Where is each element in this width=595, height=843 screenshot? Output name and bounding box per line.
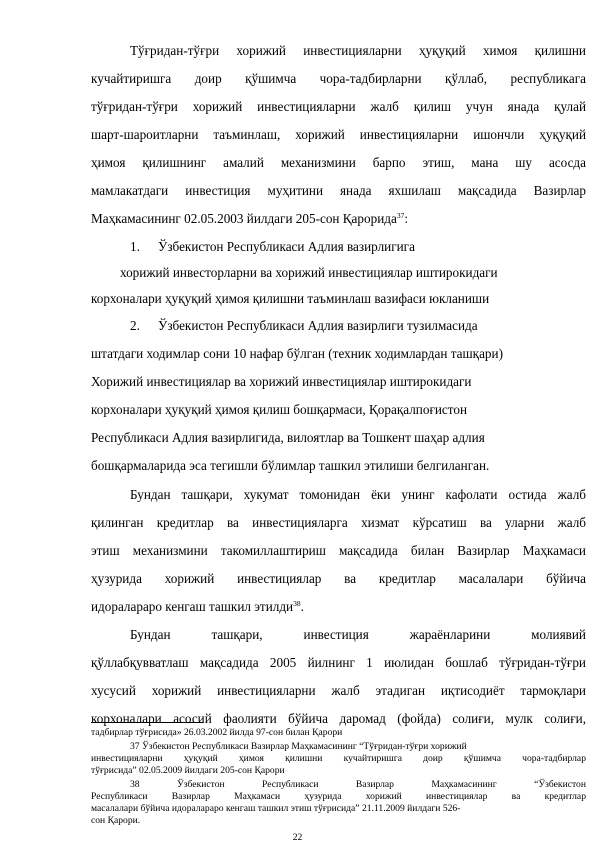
list-item-1-line-3: корхоналари ҳуқуқий ҳимоя қилишни таъминлаш вазифаси юкланиши (91, 291, 490, 306)
footnote-37-line-2: инвестицияларни ҳуқуқий ҳимоя қилишни кучайтиришга доир қўшимча чора-тадбирлар (91, 753, 586, 764)
footnote-38-line-3: масалалари бўйича идоралараро кенгаш ташкил этиш тўғрисида” 21.11.2009 йилдаги 526- (91, 803, 461, 814)
paragraph-1-line-2: кучайтиришга доир қўшимча чора-тадбирларни қўллаб, республикага (91, 71, 586, 86)
list-item-2-line-5: Республикаси Адлия вазирлигида, вилоятлар ва Тошкент шаҳар адлия (91, 430, 485, 445)
paragraph-3-line-3: этиш механизмини такомиллаштириш мақсадида билан Вазирлар Маҳкамаси (91, 543, 586, 558)
paragraph-1-line-5: ҳимоя қилишнинг амалий механизмини барпо этиш, мана шу асосда (91, 155, 586, 170)
list-item-1-line-2: хорижий инвесторларни ва хорижий инвестициялар иштирокидаги (120, 265, 498, 280)
paragraph-4-line-2: қўллабқувватлаш мақсадида 2005 йилнинг 1 июлидан бошлаб тўғридан-тўғри (91, 655, 586, 670)
page-number: 22 (292, 832, 303, 843)
paragraph-3-last-text: идоралараро кенгаш ташкил этилди (91, 599, 294, 614)
paragraph-3-line-2: қилинган кредитлар ва инвестицияларга хизмат кўрсатиш ва уларни жалб (91, 515, 586, 530)
footnote-ref-37[interactable]: 37 (396, 211, 405, 220)
paragraph-1-line-1: Тўғридан-тўғри хорижий инвестицияларни ҳуқуқий химоя қилишни (130, 43, 586, 58)
list-item-1-line-1: Ўзбекистон Республикаси Адлия вазирлигига (158, 239, 415, 254)
list-item-1-number: 1. (130, 239, 140, 254)
paragraph-1-line-7 (91, 211, 586, 227)
paragraph-1-line-4: шарт-шароитларни таъминлаш, хорижий инвестицияларни ишончли ҳуқуқий (91, 127, 586, 142)
paragraph-1-end: : (404, 211, 408, 226)
list-item-2-line-4: корхоналари ҳуқуқий ҳимоя қилиш бошқармаси, Қорақалпоғистон (91, 402, 468, 417)
paragraph-1-line-3: тўғридан-тўғри хорижий инвестицияларни жалб қилиш учун янада қулай (91, 99, 586, 114)
paragraph-3-line-1: Бундан ташқари, хукумат томонидан ёки унинг кафолати остида жалб (130, 487, 586, 502)
paragraph-4-line-1: Бундан ташқари, инвестиция жараёнларини молиявий (130, 627, 586, 642)
list-item-2-line-2: штатдаги ходимлар сони 10 нафар бўлган (техник ходимлардан ташқари) (91, 346, 503, 361)
list-item-2-line-3: Хорижий инвестициялар ва хорижий инвестициялар иштирокидаги (91, 374, 472, 389)
list-item-2-line-1: Ўзбекистон Республикаси Адлия вазирлиги тузилмасида (158, 318, 478, 333)
paragraph-4-line-3: хусусий хорижий инвестицияларни жалб этадиган иқтисодиёт тармоқлари (91, 683, 586, 698)
list-item-2-number: 2. (130, 318, 140, 333)
list-item-2 (130, 318, 586, 334)
footnote-37-line-3: тўғрисида” 02.05.2009 йилдаги 205-сон Қарори (91, 765, 285, 776)
list-item-1 (130, 239, 586, 255)
paragraph-3-end: . (300, 599, 304, 614)
footnote-38-line-1: 38 Ўзбекистон Республикаси Вазирлар Маҳкамасининг “Ўзбекистон (130, 779, 586, 790)
footnote-continued: тадбирлар тўғрисида» 26.03.2002 йилда 97-сон билан Қарори (91, 727, 343, 738)
paragraph-3-line-4: ҳузурида хорижий инвестициялар ва кредитлар масалалари бўйича (91, 571, 586, 586)
paragraph-4-line-4: корхоналари асосий фаолияти бўйича даромад (фойда) солиғи, мулк солиғи, (91, 711, 586, 726)
list-item-2-line-6: бошқармаларида эса тегишли бўлимлар ташкил этилиши белгиланган. (91, 458, 490, 473)
footnote-separator (91, 722, 203, 723)
footnote-ref-38[interactable]: 38 (293, 599, 301, 608)
footnote-37-line-1: 37 Ўзбекистон Республикаси Вазирлар Маҳкамасининг “Тўғридан-тўғри хорижий (130, 741, 467, 752)
paragraph-3-line-5 (91, 599, 586, 615)
footnote-38-line-4: сон Қарори. (91, 815, 141, 826)
paragraph-1-line-6: мамлакатдаги инвестиция муҳитини янада яхшилаш мақсадида Вазирлар (91, 183, 586, 198)
footnote-38-line-2: Республикаси Вазирлар Маҳкамаси ҳузурида хорижий инвестициялар ва кредитлар (91, 791, 586, 802)
paragraph-1-last-text: Маҳкамасининг 02.05.2003 йилдаги 205-сон Қарорида (91, 211, 397, 226)
